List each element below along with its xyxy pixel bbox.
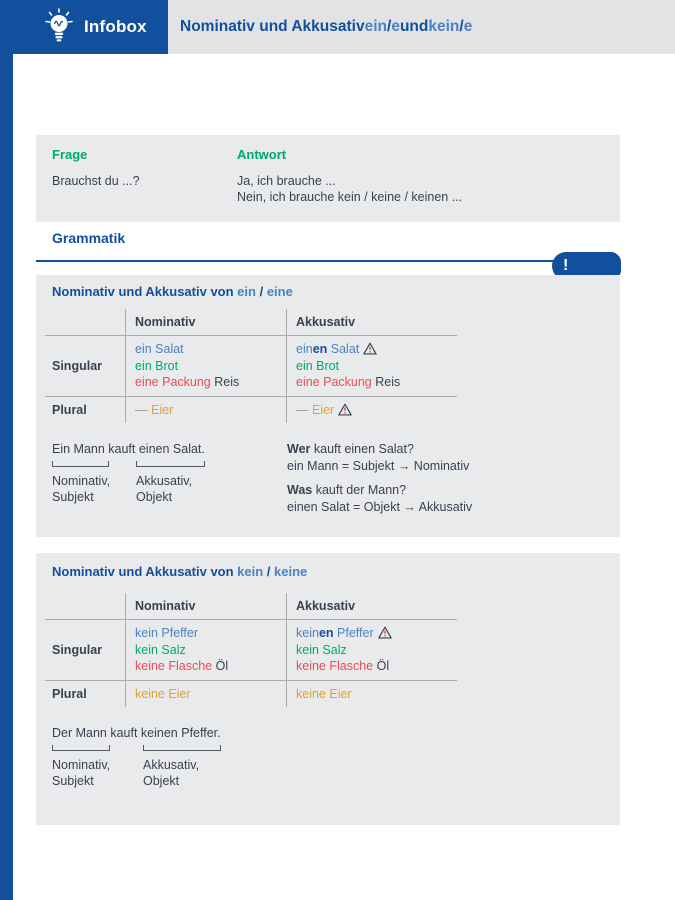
lightbulb-icon xyxy=(40,7,78,47)
left-accent-bar xyxy=(0,0,13,900)
underbrace-subject xyxy=(52,745,110,751)
grammar-table-ein xyxy=(45,309,457,423)
table-col-header-nominativ: Nominativ xyxy=(135,315,196,329)
answer-header: Antwort xyxy=(237,147,287,162)
header-band xyxy=(0,0,675,54)
table-column-line xyxy=(125,593,126,707)
answer-line: Nein, ich brauche kein / keine / keinen ... xyxy=(237,190,463,204)
underbrace-subject xyxy=(52,461,109,467)
case-label-akkusativ: Akkusativ, Objekt xyxy=(143,758,200,788)
grammar-answer: einen Salat = Objekt → Akkusativ xyxy=(287,500,473,514)
section-kein-keine xyxy=(36,553,620,825)
table-column-line xyxy=(286,593,287,707)
grammar-answer: ein Mann = Subjekt → Nominativ xyxy=(287,459,470,473)
row-label-plural: Plural xyxy=(52,403,87,417)
example-sentence: Ein Mann kauft einen Salat. xyxy=(52,442,205,456)
table-row-singular xyxy=(45,620,457,680)
case-label-nominativ: Nominativ, Subjekt xyxy=(52,474,111,504)
section-title: Nominativ und Akkusativ von ein / eine xyxy=(52,284,293,299)
question-answer-box xyxy=(36,135,620,222)
table-col-header-nominativ: Nominativ xyxy=(135,599,196,613)
table-cell-akkusativ-singular: einen Salat ein Brot eine Packung Reis xyxy=(296,342,401,389)
grammatik-heading: Grammatik xyxy=(52,230,126,246)
underbrace-object xyxy=(143,745,221,751)
section-ein-eine xyxy=(36,275,620,537)
grammar-question: Wer kauft einen Salat? xyxy=(287,442,414,456)
row-label-plural: Plural xyxy=(52,687,87,701)
page-title: Nominativ und Akkusativ ein / e und kein / e xyxy=(180,18,473,35)
table-header-row xyxy=(45,309,457,335)
table-row-plural xyxy=(45,681,457,707)
table-cell-nominativ-singular: kein Pfeffer kein Salz keine Flasche Öl xyxy=(135,626,229,673)
table-cell-akkusativ-singular: keinen Pfeffer kein Salz keine Flasche Öl xyxy=(286,620,457,680)
infobox-tab xyxy=(0,0,168,54)
warning-icon xyxy=(378,626,392,639)
table-cell-nominativ-plural: — Eier xyxy=(135,403,174,417)
table-row-plural xyxy=(45,397,457,423)
infobox-tab-label: Infobox xyxy=(84,17,147,36)
grammar-table-kein xyxy=(45,593,457,707)
row-label-singular: Singular xyxy=(52,643,103,657)
row-label-singular: Singular xyxy=(52,359,103,373)
table-col-header-akkusativ: Akkusativ xyxy=(296,315,356,329)
grammar-question: Was kauft der Mann? xyxy=(287,483,407,497)
table-header-row xyxy=(45,593,457,619)
warning-icon xyxy=(363,342,377,355)
table-column-line xyxy=(286,309,287,423)
warning-icon xyxy=(338,403,352,416)
table-column-line xyxy=(125,309,126,423)
section-title: Nominativ und Akkusativ von kein / keine xyxy=(52,564,308,579)
table-cell-nominativ-singular: ein Salat ein Brot eine Packung Reis xyxy=(135,342,240,389)
table-cell-akkusativ-plural: keine Eier xyxy=(296,687,352,701)
example-sentence: Der Mann kauft keinen Pfeffer. xyxy=(52,726,221,740)
exclamation-icon: ! xyxy=(563,257,569,274)
underbrace-object xyxy=(136,461,205,467)
answer-text xyxy=(237,173,462,205)
table-cell-nominativ-plural: keine Eier xyxy=(135,687,191,701)
table-row-singular xyxy=(45,336,457,396)
table-cell-akkusativ-plural: — Eier xyxy=(286,402,457,418)
case-label-nominativ: Nominativ, Subjekt xyxy=(52,758,111,788)
question-header: Frage xyxy=(52,147,88,162)
case-label-akkusativ: Akkusativ, Objekt xyxy=(136,474,193,504)
section-divider-line xyxy=(36,260,557,262)
question-text: Brauchst du ...? xyxy=(52,174,140,188)
table-col-header-akkusativ: Akkusativ xyxy=(296,599,356,613)
answer-line: Ja, ich brauche ... xyxy=(237,174,336,188)
